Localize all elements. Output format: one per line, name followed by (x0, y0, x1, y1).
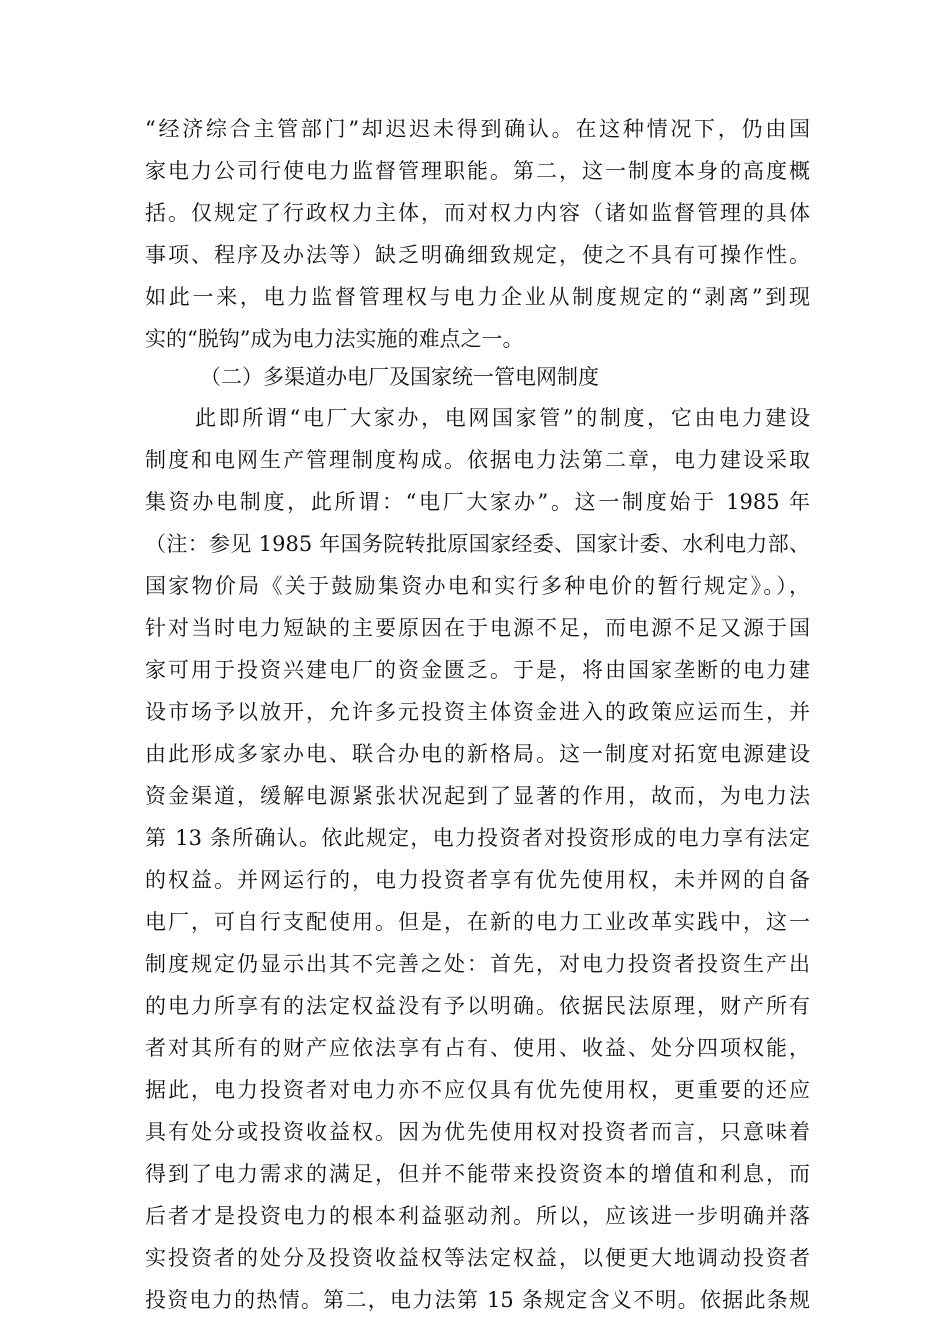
paragraph-line: 实的“脱钩”成为电力法实施的难点之一。 (145, 327, 524, 351)
section-heading: （二）多渠道办电厂及国家统一管电网制度 (200, 365, 599, 389)
paragraph-line: 括。仅规定了行政权力主体，而对权力内容（诸如监督管理的具体 (145, 201, 810, 225)
paragraph-line: 据此，电力投资者对电力亦不应仅具有优先使用权，更重要的还应 (145, 1078, 810, 1102)
paragraph-line: 由此形成多家办电、联合办电的新格局。这一制度对拓宽电源建设 (145, 742, 810, 766)
paragraph-line: 资金渠道，缓解电源紧张状况起到了显著的作用，故而，为电力法 (145, 784, 810, 808)
paragraph-line: 制度和电网生产管理制度构成。依据电力法第二章，电力建设采取 (145, 448, 810, 472)
paragraph-line: 电厂，可自行支配使用。但是，在新的电力工业改革实践中，这一 (145, 910, 810, 934)
paragraph-line: 投资电力的热情。第二，电力法第 15 条规定含义不明。依据此条规 (145, 1288, 810, 1312)
paragraph-line: 制度规定仍显示出其不完善之处：首先，对电力投资者投资生产出 (145, 952, 810, 976)
paragraph-line: 家电力公司行使电力监督管理职能。第二，这一制度本身的高度概 (145, 159, 810, 183)
paragraph-line: 国家物价局《关于鼓励集资办电和实行多种电价的暂行规定》。）， (145, 574, 810, 598)
paragraph-line: 家可用于投资兴建电厂的资金匮乏。于是，将由国家垄断的电力建 (145, 658, 810, 682)
paragraph-line: 第 13 条所确认。依此规定，电力投资者对投资形成的电力享有法定 (145, 826, 810, 850)
paragraph-line: 者对其所有的财产应依法享有占有、使用、收益、处分四项权能， (145, 1036, 810, 1060)
paragraph-line: 具有处分或投资收益权。因为优先使用权对投资者而言，只意味着 (145, 1120, 810, 1144)
paragraph-line: 集资办电制度，此所谓：“电厂大家办”。这一制度始于 1985 年 (145, 490, 810, 514)
paragraph-line: “经济综合主管部门”却迟迟未得到确认。在这种情况下，仍由国 (145, 117, 810, 141)
paragraph-line: 如此一来，电力监督管理权与电力企业从制度规定的“剥离”到现 (145, 285, 810, 309)
paragraph-line: 的电力所享有的法定权益没有予以明确。依据民法原理，财产所有 (145, 994, 810, 1018)
paragraph-line: （注：参见 1985 年国务院转批原国家经委、国家计委、水利电力部、 (145, 532, 810, 556)
paragraph-line: 的权益。并网运行的，电力投资者享有优先使用权，未并网的自备 (145, 868, 810, 892)
paragraph-line: 设市场予以放开，允许多元投资主体资金进入的政策应运而生，并 (145, 700, 810, 724)
paragraph-line: 得到了电力需求的满足，但并不能带来投资资本的增值和利息，而 (145, 1162, 810, 1186)
paragraph-line: 后者才是投资电力的根本利益驱动剂。所以，应该进一步明确并落 (145, 1204, 810, 1228)
paragraph-line: 针对当时电力短缺的主要原因在于电源不足，而电源不足又源于国 (145, 616, 810, 640)
paragraph-line: 实投资者的处分及投资收益权等法定权益，以便更大地调动投资者 (145, 1246, 810, 1270)
paragraph-line: 事项、程序及办法等）缺乏明确细致规定，使之不具有可操作性。 (145, 243, 810, 267)
paragraph-line: 此即所谓“电厂大家办，电网国家管”的制度，它由电力建设 (195, 406, 810, 430)
